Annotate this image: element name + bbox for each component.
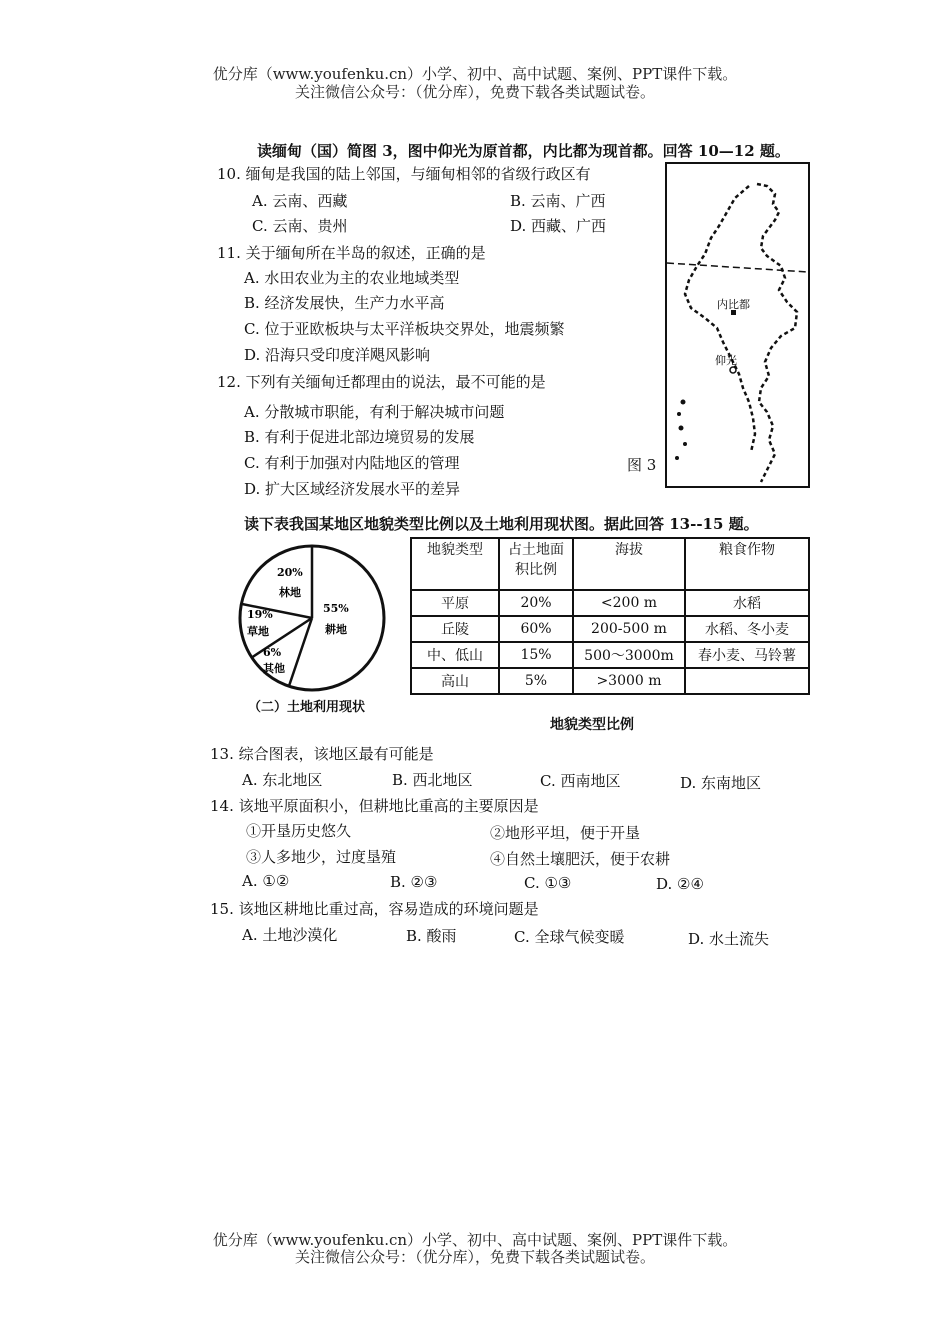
q13-option-a: A. 东北地区	[242, 771, 323, 789]
q12-option-b: B. 有利于促进北部边境贸易的发展	[244, 428, 475, 446]
header-line-1: 优分库（www.youfenku.cn）小学、初中、高中试题、案例、PPT课件下载。	[212, 65, 738, 83]
table-row	[411, 642, 809, 668]
q10-option-c: C. 云南、贵州	[252, 217, 348, 235]
q14-statement-4: ④自然土壤肥沃，便于农耕	[490, 850, 671, 868]
q13-option-b: B. 西北地区	[392, 771, 473, 789]
q15-option-b: B. 酸雨	[406, 927, 457, 945]
pie-label-cropland: 耕地	[325, 623, 347, 636]
q13-option-c: C. 西南地区	[540, 772, 621, 790]
q11-option-c: C. 位于亚欧板块与太平洋板块交界处，地震频繁	[244, 320, 565, 338]
q10-stem: 10. 缅甸是我国的陆上邻国，与缅甸相邻的省级行政区有	[217, 165, 591, 183]
map-label-yangon: 仰光	[715, 354, 737, 367]
map-caption: 图 3	[627, 456, 657, 474]
pie-label-grass: 草地	[247, 625, 269, 638]
q12-option-a: A. 分散城市职能，有利于解决城市问题	[244, 403, 505, 421]
pie-pct-grass: 19%	[247, 608, 273, 621]
q15-stem: 15. 该地区耕地比重过高，容易造成的环境问题是	[210, 900, 539, 918]
table-cell: 5%	[499, 668, 573, 694]
pie-caption: （二）土地利用现状	[248, 700, 366, 715]
myanmar-map	[665, 162, 810, 488]
table-cell: <200 m	[573, 590, 685, 616]
q13-stem: 13. 综合图表，该地区最有可能是	[210, 745, 434, 763]
q10-option-a: A. 云南、西藏	[252, 192, 348, 210]
land-use-pie-chart	[233, 538, 393, 698]
table-cell: 丘陵	[411, 616, 499, 642]
table-row	[411, 616, 809, 642]
table-header-cell: 海拔	[573, 538, 685, 590]
header-line-2: 关注微信公众号：（优分库），免费下载各类试题试卷。	[294, 83, 655, 101]
table-cell	[685, 668, 809, 694]
table-caption: 地貌类型比例	[550, 717, 634, 733]
q14-statement-3: ③人多地少，过度垦殖	[246, 848, 397, 866]
table-cell: 水稻、冬小麦	[685, 616, 809, 642]
q13-option-d: D. 东南地区	[680, 774, 762, 792]
q11-option-b: B. 经济发展快，生产力水平高	[244, 294, 445, 312]
q14-option-d: D. ②④	[656, 875, 704, 893]
table-cell: 500～3000m	[573, 642, 685, 668]
q14-option-a: A. ①②	[242, 872, 290, 890]
q12-stem: 12. 下列有关缅甸迁都理由的说法，最不可能的是	[217, 373, 546, 391]
table-cell: 60%	[499, 616, 573, 642]
table-cell: 高山	[411, 668, 499, 694]
q11-option-d: D. 沿海只受印度洋飓风影响	[244, 346, 431, 364]
pie-pct-forest: 20%	[277, 566, 303, 579]
footer-line-2: 关注微信公众号：（优分库），免费下载各类试题试卷。	[294, 1248, 655, 1266]
q14-statement-2: ②地形平坦，便于开垦	[490, 824, 641, 842]
q14-statement-1: ①开垦历史悠久	[246, 822, 352, 840]
intro-10-12: 读缅甸（国）简图 3，图中仰光为原首都，内比都为现首都。回答 10—12 题。	[257, 142, 790, 160]
table-cell: 200-500 m	[573, 616, 685, 642]
q12-option-c: C. 有利于加强对内陆地区的管理	[244, 454, 460, 472]
footer-line-1: 优分库（www.youfenku.cn）小学、初中、高中试题、案例、PPT课件下载。	[212, 1231, 738, 1249]
q15-option-c: C. 全球气候变暖	[514, 928, 625, 946]
q11-stem: 11. 关于缅甸所在半岛的叙述，正确的是	[217, 244, 486, 262]
table-cell: 中、低山	[411, 642, 499, 668]
table-header-cell: 占土地面积比例	[499, 538, 573, 590]
table-header-row	[411, 538, 809, 590]
q10-option-b: B. 云南、广西	[510, 192, 606, 210]
table-cell: 20%	[499, 590, 573, 616]
table-cell: 春小麦、马铃薯	[685, 642, 809, 668]
pie-label-other: 其他	[263, 662, 285, 675]
q15-option-a: A. 土地沙漠化	[242, 926, 338, 944]
q12-option-d: D. 扩大区域经济发展水平的差异	[244, 480, 461, 498]
map-label-naypyidaw: 内比都	[717, 298, 750, 311]
pie-label-forest: 林地	[279, 586, 301, 599]
q14-stem: 14. 该地平原面积小，但耕地比重高的主要原因是	[210, 797, 539, 815]
q11-option-a: A. 水田农业为主的农业地域类型	[244, 269, 460, 287]
q14-option-b: B. ②③	[390, 873, 438, 891]
pie-pct-other: 6%	[263, 646, 282, 659]
table-header-cell: 地貌类型	[411, 538, 499, 590]
pie-pct-cropland: 55%	[323, 602, 349, 615]
table-cell: 水稻	[685, 590, 809, 616]
q15-option-d: D. 水土流失	[688, 930, 770, 948]
q14-option-c: C. ①③	[524, 874, 572, 892]
table-row	[411, 590, 809, 616]
q10-option-d: D. 西藏、广西	[510, 217, 607, 235]
table-row	[411, 668, 809, 694]
intro-13-15: 读下表我国某地区地貌类型比例以及土地利用现状图。据此回答 13--15 题。	[244, 515, 759, 533]
table-header-cell: 粮食作物	[685, 538, 809, 590]
table-cell: >3000 m	[573, 668, 685, 694]
table-cell: 15%	[499, 642, 573, 668]
landform-table	[410, 537, 810, 695]
table-cell: 平原	[411, 590, 499, 616]
